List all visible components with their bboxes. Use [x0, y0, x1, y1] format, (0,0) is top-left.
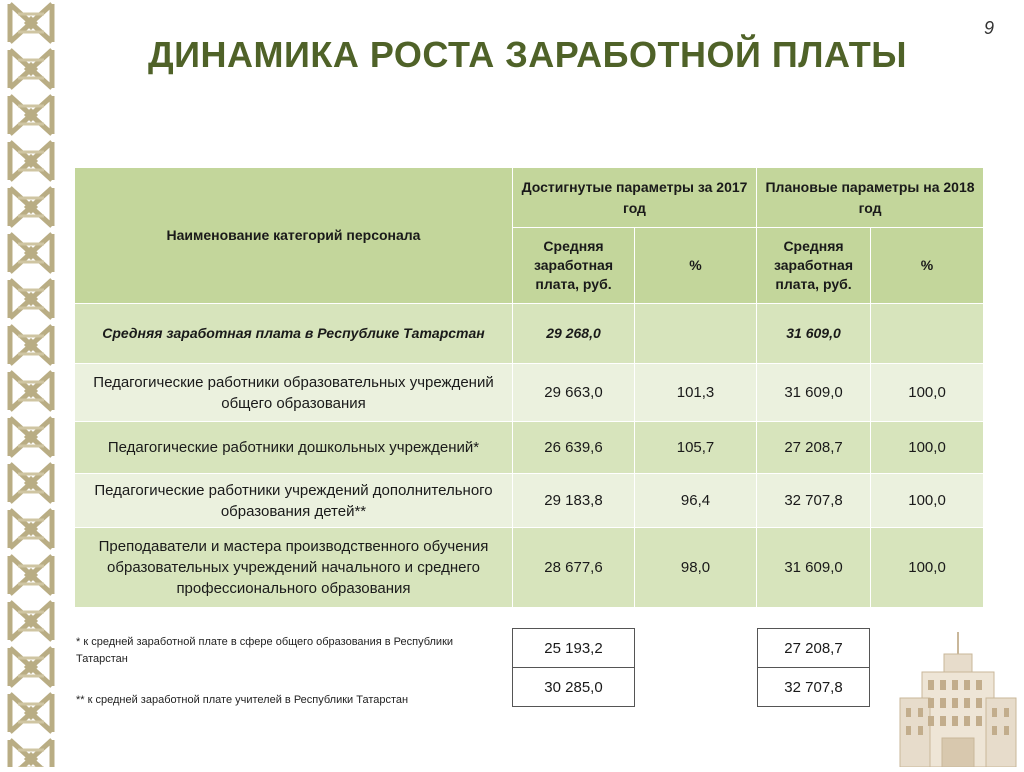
row-name: Педагогические работники учреждений дополнительного образования детей** — [75, 474, 513, 528]
salary-table — [74, 167, 984, 608]
footnote-2: ** к средней заработной плате учителей в Республики Татарстан — [76, 694, 409, 706]
building-illustration — [892, 628, 1024, 772]
table-row — [75, 474, 984, 528]
extra-values-2018 — [757, 628, 870, 707]
row-percent-2017: 101,3 — [635, 364, 757, 422]
row-salary-2017: 29 183,8 — [513, 474, 635, 528]
extra-value-2018-1: 27 208,7 — [758, 629, 870, 668]
row-salary-2017: 29 663,0 — [513, 364, 635, 422]
row-percent-2017: 105,7 — [635, 422, 757, 474]
row-percent-2018 — [871, 304, 984, 364]
extra-value-2017-1: 25 193,2 — [513, 629, 635, 668]
row-percent-2017: 96,4 — [635, 474, 757, 528]
row-percent-2018: 100,0 — [871, 364, 984, 422]
extra-value-2018-2: 32 707,8 — [758, 668, 870, 707]
row-name: Педагогические работники образовательных учреждений общего образования — [75, 364, 513, 422]
extra-value-2017-2: 30 285,0 — [513, 668, 635, 707]
subheader-percent-2018: % — [871, 228, 984, 304]
row-name: Педагогические работники дошкольных учреждений* — [75, 422, 513, 474]
row-salary-2017: 26 639,6 — [513, 422, 635, 474]
row-percent-2018: 100,0 — [871, 422, 984, 474]
decorative-border-ornament — [0, 0, 62, 767]
table-row — [75, 422, 984, 474]
subheader-salary-2017: Средняя заработная плата, руб. — [513, 228, 635, 304]
page-number: 9 — [984, 18, 995, 38]
footnote-1: * к средней заработной плате в сфере общего образования в Республики Татарстан — [76, 636, 454, 665]
subheader-salary-2018: Средняя заработная плата, руб. — [757, 228, 871, 304]
table-row — [75, 304, 984, 364]
header-2017: Достигнутые параметры за 2017 год — [513, 168, 757, 228]
row-salary-2018: 27 208,7 — [757, 422, 871, 474]
row-percent-2018: 100,0 — [871, 528, 984, 608]
row-percent-2017 — [635, 304, 757, 364]
extra-values-2017 — [512, 628, 635, 707]
row-name: Средняя заработная плата в Республике Татарстан — [75, 304, 513, 364]
table-row — [75, 364, 984, 422]
header-2018: Плановые параметры на 2018 год — [757, 168, 984, 228]
page-title: ДИНАМИКА РОСТА ЗАРАБОТНОЙ ПЛАТЫ — [148, 34, 907, 75]
header-category: Наименование категорий персонала — [75, 168, 513, 304]
subheader-percent-2017: % — [635, 228, 757, 304]
row-salary-2017: 28 677,6 — [513, 528, 635, 608]
table-row — [75, 528, 984, 608]
row-salary-2018: 32 707,8 — [757, 474, 871, 528]
row-salary-2018: 31 609,0 — [757, 528, 871, 608]
row-percent-2017: 98,0 — [635, 528, 757, 608]
row-salary-2018: 31 609,0 — [757, 304, 871, 364]
row-salary-2017: 29 268,0 — [513, 304, 635, 364]
table-header-row — [75, 168, 984, 228]
row-salary-2018: 31 609,0 — [757, 364, 871, 422]
row-percent-2018: 100,0 — [871, 474, 984, 528]
row-name: Преподаватели и мастера производственного обучения образовательных учреждений начального и среднего профессионального образования — [75, 528, 513, 608]
